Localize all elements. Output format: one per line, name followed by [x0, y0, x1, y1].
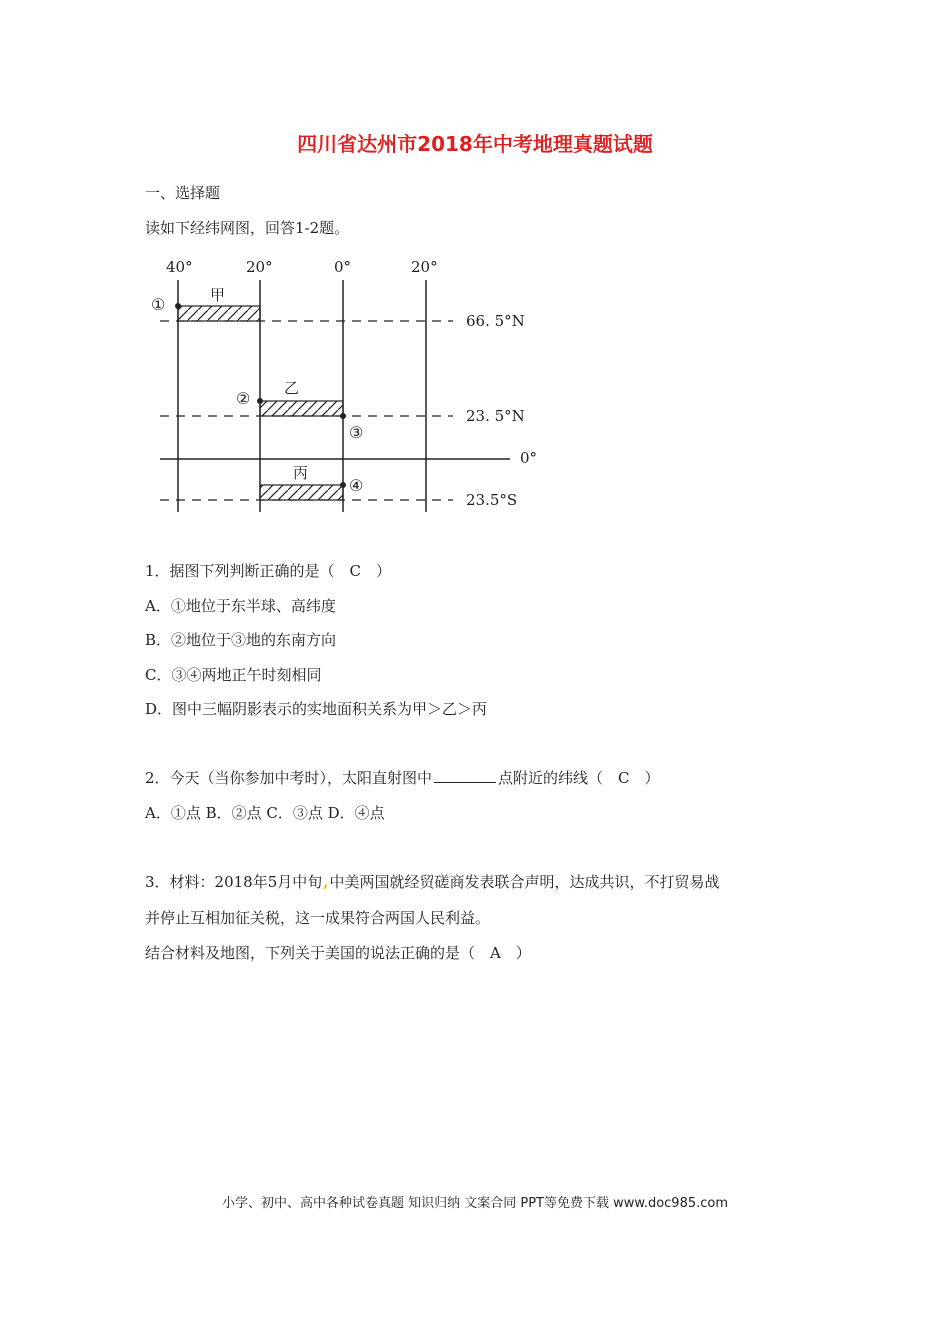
lat-label: 23.5°S — [466, 491, 518, 509]
q2-stem — [145, 767, 660, 788]
region-jia-hatch — [178, 306, 260, 321]
point-marker — [257, 398, 263, 404]
q1-option-b: B．②地位于③地的东南方向 — [145, 631, 337, 649]
q2-stem-after: 点附近的纬线（ C ） — [498, 769, 660, 787]
q2-options: A．①点 B．②点 C．③点 D．④点 — [145, 804, 385, 822]
point-label: ① — [151, 295, 166, 314]
point-marker — [340, 413, 346, 419]
lon-label: 20° — [411, 258, 438, 276]
q3-line1-mark: , — [323, 873, 329, 891]
lon-label: 20° — [246, 258, 273, 276]
q2-stem-before: 2．今天（当你参加中考时），太阳直射图中 — [145, 769, 433, 787]
lon-label: 0° — [334, 258, 352, 276]
point-label: ③ — [349, 423, 364, 442]
lat-label: 0° — [520, 449, 538, 467]
point-label: ④ — [349, 476, 364, 495]
question-intro: 读如下经纬网图，回答1-2题。 — [145, 219, 350, 237]
region-yi-hatch — [260, 401, 343, 416]
lat-label: 23. 5°N — [466, 407, 525, 425]
footer-text: 小学、初中、高中各种试卷真题 知识归纳 文案合同 PPT等免费下载 www.doc985.com — [221, 1196, 729, 1211]
section-heading: 一、选择题 — [145, 184, 221, 202]
q1-option-a: A．①地位于东半球、高纬度 — [145, 597, 336, 615]
region-bing-hatch — [260, 485, 343, 500]
point-marker — [340, 482, 346, 488]
q1-option-d: D．图中三幅阴影表示的实地面积关系为甲＞乙＞丙 — [145, 700, 488, 718]
lat-label: 66. 5°N — [466, 312, 525, 330]
region-label: 丙 — [293, 464, 309, 482]
q3-line-2: 并停止互相加征关税，这一成果符合两国人民利益。 — [145, 909, 491, 927]
lat-lon-grid-map — [148, 250, 548, 515]
point-marker — [175, 303, 181, 309]
answer-blank — [434, 768, 496, 783]
lon-label: 40° — [166, 258, 193, 276]
q3-line1-before: 3．材料：2018年5月中旬 — [145, 873, 323, 891]
region-label: 甲 — [210, 286, 226, 304]
region-label: 乙 — [284, 379, 300, 397]
page-title: 四川省达州市2018年中考地理真题试题 — [297, 132, 653, 156]
q1-stem: 1．据图下列判断正确的是（ C ） — [145, 562, 392, 580]
q3-line1-after: 中美两国就经贸磋商发表联合声明，达成共识，不打贸易战 — [329, 873, 720, 891]
q3-line-3: 结合材料及地图，下列关于美国的说法正确的是（ A ） — [145, 944, 531, 962]
point-label: ② — [236, 389, 251, 408]
q1-option-c: C．③④两地正午时刻相同 — [145, 666, 322, 684]
q3-line-1 — [145, 871, 720, 892]
